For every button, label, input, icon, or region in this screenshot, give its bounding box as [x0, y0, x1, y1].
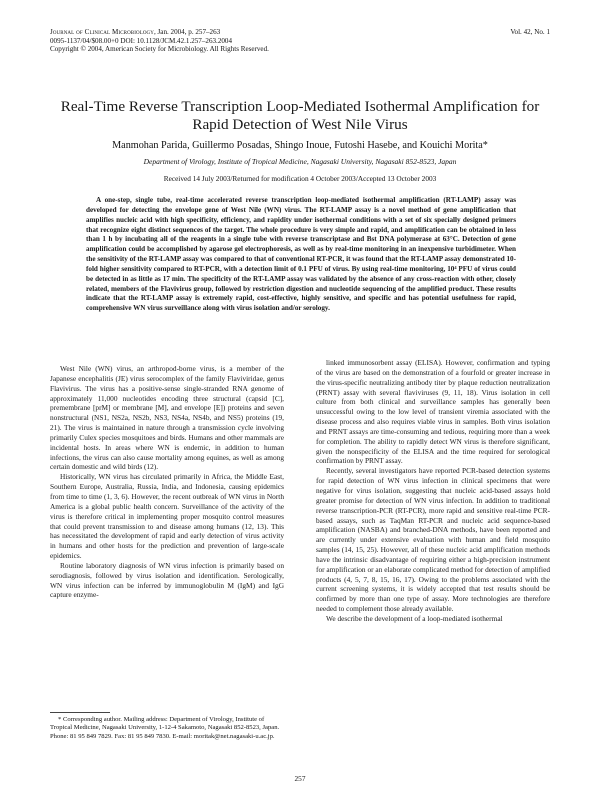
paragraph: We describe the development of a loop-mediated isothermal — [326, 613, 503, 623]
abstract: A one-step, single tube, real-time accelerated reverse transcription loop-mediated isothermal amplification (RT-LAMP) assay was developed for detecting the envelope gene of West Nile (WN) virus. The RT-LAMP assay is a novel method of gene amplification that amplifies nucleic acid with high specificity, efficiency, and rapidity under isothermal conditions with a set of six specially designed primers that recognize eight distinct sequences of the target. The whole procedure is very simple and rapid, and amplification can be obtained in less than 1 h by incubating all of the reagents in a single tube with reverse transcriptase and Bst DNA polymerase at 63°C. Detection of gene amplification could be accomplished by agarose gel electrophoresis, as well as by real-time monitoring in an inexpensive turbidimeter. When the sensitivity of the RT-LAMP assay was compared to that of conventional RT-PCR, it was found that the RT-LAMP assay demonstrated 10-fold higher sensitivity compared to RT-PCR, with a detection limit of 0.1 PFU of virus. By using real-time monitoring, 10⁴ PFU of virus could be detected in as little as 17 min. The specificity of the RT-LAMP assay was validated by the absence of any cross-reaction with other, closely related, members of the Flavivirus group, followed by restriction digestion and nucleotide sequencing of the amplified product. These results indicate that the RT-LAMP assay is extremely rapid, cost-effective, highly sensitive, and specific and has potential usefulness for rapid, comprehensive WN virus surveillance along with virus isolation and/or serology. — [86, 196, 516, 313]
author-list: Manmohan Parida, Guillermo Posadas, Shingo Inoue, Futoshi Hasebe, and Kouichi Morita* — [112, 140, 488, 151]
body-column-left — [50, 364, 284, 600]
page-number: 257 — [294, 774, 306, 783]
paragraph: West Nile (WN) virus, an arthropod-borne virus, is a member of the Japanese encephalitis (JE) virus serocomplex of the family Flaviviridae, genus Flavivirus. The virus has a positive-sense single-stranded RNA genome of approximately 11,000 nucleotides encoding three structural (capsid [C], premembrane [prM] or membrane [M], and envelope [E]) proteins and seven nonstructural (NS1, NS2a, NS2b, NS3, NS4a, NS4b, and NS5) proteins (19, 21). The virus is maintained in nature through a transmission cycle involving primarily Culex species mosquitoes and birds. Humans and other mammals are incidental hosts. In areas where WN is endemic, in addition to human infections, the virus can also cause mortality among equines, as well as among certain domestic and wild birds (12). — [50, 364, 284, 472]
article-title: Real-Time Reverse Transcription Loop-Mediated Isothermal Amplification for Rapid Detection of West Nile Virus — [60, 98, 540, 133]
doi-line: 0095-1137/04/$08.00+0 DOI: 10.1128/JCM.42.1.257–263.2004 — [50, 36, 233, 45]
received-dates: Received 14 July 2003/Returned for modification 4 October 2003/Accepted 13 October 2003 — [163, 174, 437, 183]
journal-name: Journal of Clinical Microbiology — [50, 28, 154, 36]
body-column-right — [316, 358, 550, 624]
paragraph: Routine laboratory diagnosis of WN virus infection is primarily based on serodiagnosis, followed by virus isolation and identification. Serologically, WN virus infection can be inferred by immunoglobulin M (IgM) and IgG capture enzyme- — [50, 560, 284, 600]
journal-citation — [50, 28, 550, 37]
running-header — [50, 28, 550, 54]
issue-line: , Jan. 2004, p. 257–263 — [153, 28, 221, 36]
corresponding-author-footnote: * Corresponding author. Mailing address: Department of Virology, Institute of Tropical Medicine, Nagasaki University, 1-12-4 Sakamoto, Nagasaki 852-8523, Japan. Phone: 81 95 849 7829. Fax: 81 95 849 7830. E-mail: moritak@net.nagasaki-u.ac.jp. — [50, 716, 280, 740]
paragraph: Historically, WN virus has circulated primarily in Africa, the Middle East, Southern Europe, Australia, Russia, India, and Indonesia, causing epidemics from time to time (1, 3, 6). However, the recent outbreak of WN virus in North America is a global public health concern. Surveillance of the activity of the virus is therefore critical in implementing proper mosquito control measures that could prevent transmission to and disease among humans (12, 13). This has necessitated the development of rapid and early detection of virus activity in humans and other hosts for the prediction and prevention of large-scale epidemics. — [50, 472, 284, 561]
paragraph: Recently, several investigators have reported PCR-based detection systems for rapid detection of WN virus infection in clinical specimens that were negative for virus isolation, suggesting that nucleic acid-based assays hold greater promise for detection of WN virus infection. In addition to traditional reverse transcription-PCR (RT-PCR), more rapid and sensitive real-time PCR-based assays, such as TaqMan RT-PCR and nucleic acid sequence-based amplification (NASBA) and branched-DNA methods, have been reported and are currently under extensive evaluation with human and field mosquito samples (14, 15, 25). However, all of these nucleic acid amplification methods have the intrinsic disadvantage of requiring either a high-precision instrument for amplification or an elaborate complicated method for detection of amplified products (4, 5, 7, 8, 15, 16, 17). Owing to the problems associated with the current screening systems, it is widely accepted that test results should be confirmed by more than one type of assay. More technologies are therefore needed to complement those already available. — [316, 466, 550, 614]
affiliation: Department of Virology, Institute of Tropical Medicine, Nagasaki University, Nagasaki 852-8523, Japan — [143, 157, 457, 166]
copyright-line: Copyright © 2004, American Society for Microbiology. All Rights Reserved. — [50, 45, 269, 54]
footnote-rule — [50, 712, 110, 713]
paragraph: linked immunosorbent assay (ELISA). However, confirmation and typing of the virus are based on the demonstration of a fourfold or greater increase in the virus-specific neutralizing antibody titer by plaque reduction neutralization (PRNT) assay with several flaviviruses (9, 11, 18). Virus isolation in cell culture from both clinical and surveillance samples has generally been unsuccessful owing to the low level of transient viremia associated with the disease process and also requires viable virus in samples. Both virus isolation and PRNT assays are time-consuming and tedious, requiring more than a week for completion. The ability to rapidly detect WN virus is therefore significant, given the nonspecificity of the ELISA and the time required for serological confirmation by PRNT assay. — [316, 358, 550, 466]
volume-label: Vol. 42, No. 1 — [510, 28, 550, 36]
